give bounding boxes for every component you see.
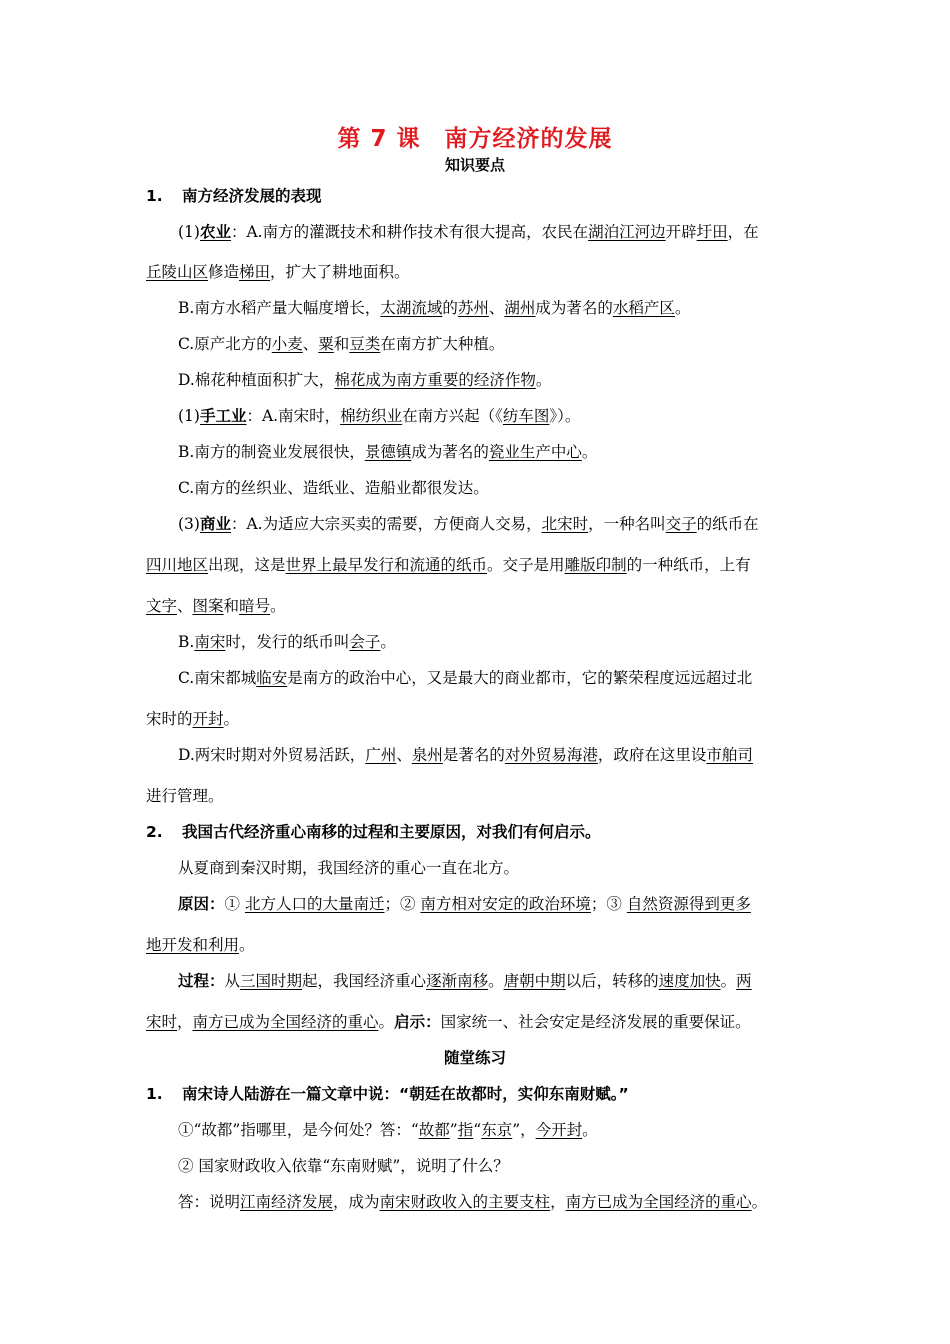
question-1: 1. 南宋诗人陆游在一篇文章中说：“朝廷在故都时，实仰东南财赋。” — [146, 1085, 629, 1103]
commerce-line-d2: 进行管理。 — [146, 787, 224, 805]
agri-line-1: (1)农业：A.南方的灌溉技术和耕作技术有很大提高，农民在湖泊江河边开辟圩田，在 — [178, 223, 759, 241]
process-line-1: 过程：从三国时期起，我国经济重心逐渐南移。唐朝中期以后，转移的速度加快。两 — [178, 972, 752, 990]
commerce-line-c2: 宋时的开封。 — [146, 710, 240, 728]
question-1-part-a: ①“故都”指哪里，是今何处？答：“故都”指“东京”，今开封。 — [178, 1121, 598, 1139]
commerce-line-c1: C.南宋都城临安是南方的政治中心，又是最大的商业都市，它的繁荣程度远远超过北 — [178, 669, 753, 687]
craft-line-c: C.南方的丝织业、造纸业、造船业都很发达。 — [178, 479, 489, 497]
section-2-intro: 从夏商到秦汉时期，我国经济的重心一直在北方。 — [178, 859, 520, 877]
section-2-heading: 2. 我国古代经济重心南移的过程和主要原因，对我们有何启示。 — [146, 823, 601, 841]
commerce-line-1: (3)商业：A.为适应大宗买卖的需要，方便商人交易，北宋时，一种名叫交子的纸币在 — [178, 515, 759, 533]
agri-line-d: D.棉花种植面积扩大，棉花成为南方重要的经济作物。 — [178, 371, 552, 389]
craft-line-b: B.南方的制瓷业发展很快，景德镇成为著名的瓷业生产中心。 — [178, 443, 598, 461]
agri-line-2: 丘陵山区修造梯田，扩大了耕地面积。 — [146, 263, 410, 281]
section-1-heading: 1. 南方经济发展的表现 — [146, 187, 322, 205]
practice-heading: 随堂练习 — [443, 1049, 506, 1067]
process-line-2: 宋时，南方已成为全国经济的重心。启示：国家统一、社会安定是经济发展的重要保证。 — [146, 1013, 751, 1031]
commerce-line-2: 四川地区出现，这是世界上最早发行和流通的纸币。交子是用雕版印制的一种纸币，上有 — [146, 556, 751, 574]
question-1-part-b: ② 国家财政收入依靠“东南财赋”，说明了什么？ — [178, 1157, 509, 1175]
craft-line-a: (1)手工业：A.南宋时，棉纺织业在南方兴起（《纺车图》）。 — [178, 407, 581, 425]
page-subtitle: 知识要点 — [444, 156, 505, 174]
commerce-label: 商业 — [199, 515, 231, 533]
question-1-answer: 答：说明江南经济发展，成为南宋财政收入的主要支柱，南方已成为全国经济的重心。 — [178, 1193, 768, 1211]
agri-line-b: B.南方水稻产量大幅度增长，太湖流域的苏州、湖州成为著名的水稻产区。 — [178, 299, 691, 317]
commerce-line-b: B.南宋时，发行的纸币叫会子。 — [178, 633, 396, 651]
agri-label: 农业 — [199, 223, 231, 241]
agri-line-c: C.原产北方的小麦、粟和豆类在南方扩大种植。 — [178, 335, 505, 353]
page-title: 第 7 课 南方经济的发展 — [337, 126, 613, 152]
reason-line-1: 原因：① 北方人口的大量南迁；② 南方相对安定的政治环境；③ 自然资源得到更多 — [178, 895, 751, 913]
commerce-line-d1: D.两宋时期对外贸易活跃，广州、泉州是著名的对外贸易海港，政府在这里设市舶司 — [178, 746, 753, 764]
reason-line-2: 地开发和利用。 — [146, 936, 255, 954]
craft-label: 手工业 — [199, 407, 247, 425]
commerce-line-3: 文字、图案和暗号。 — [146, 597, 286, 615]
